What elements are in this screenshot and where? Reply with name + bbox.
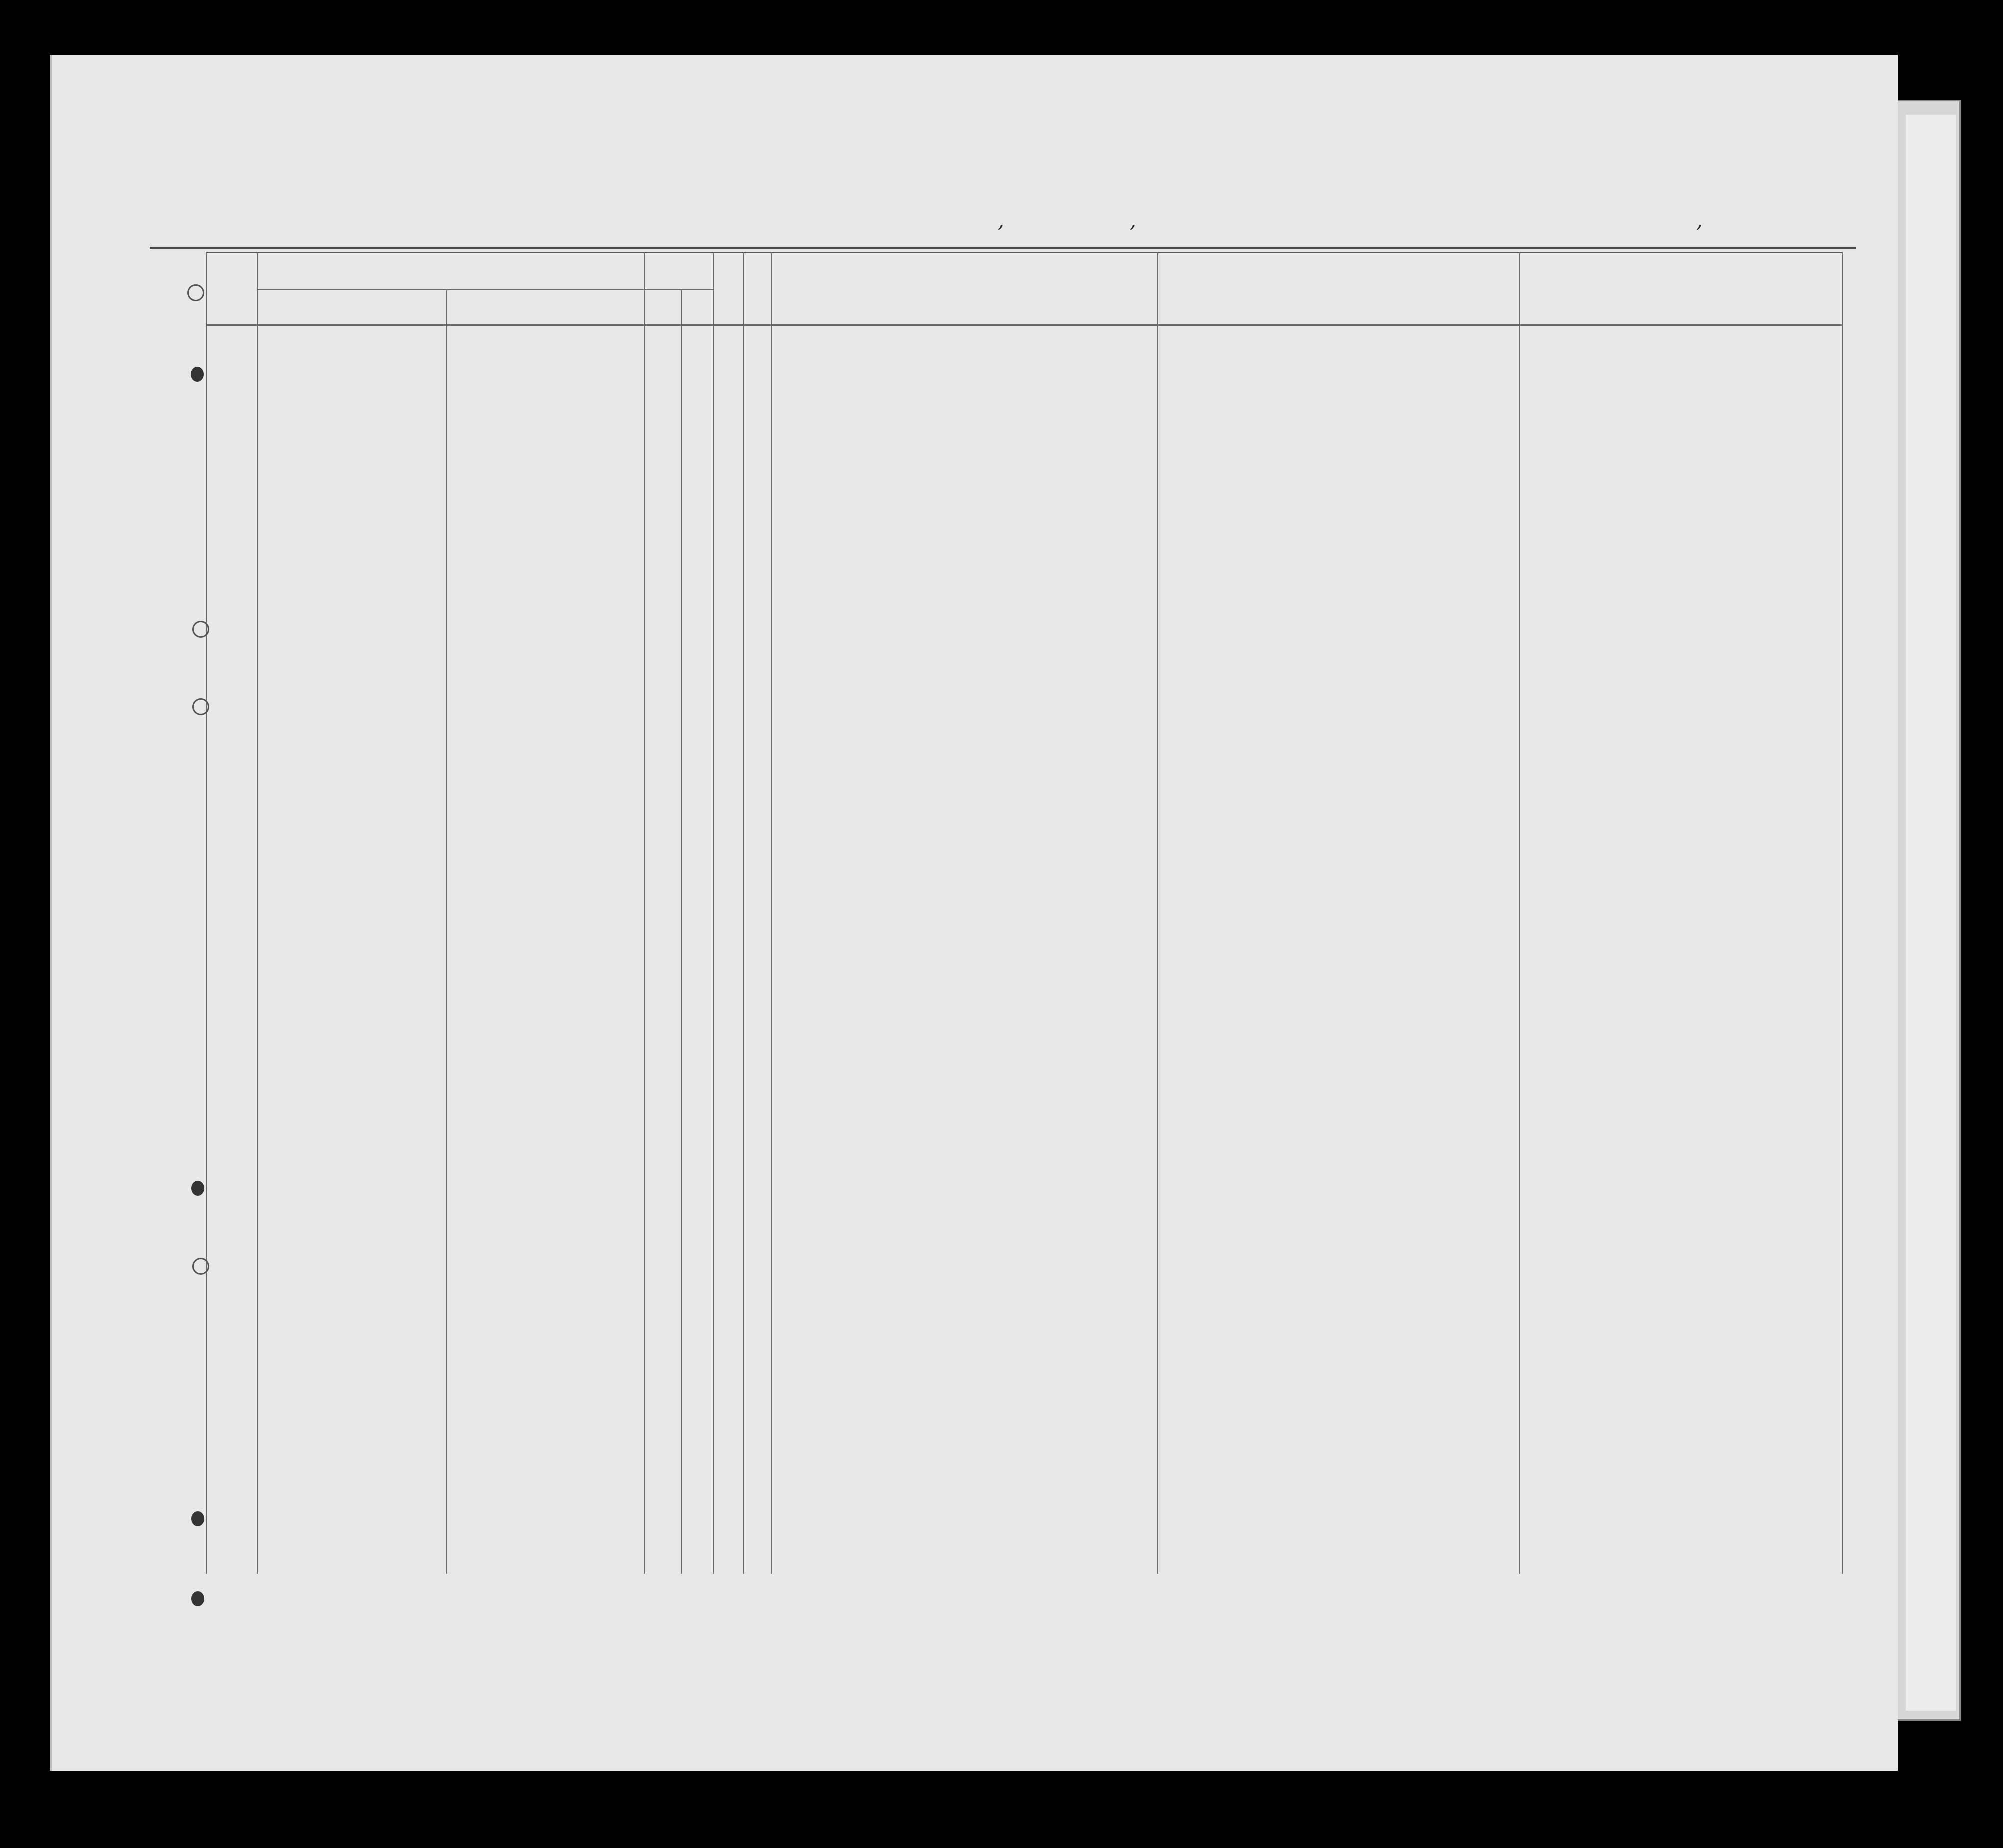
header-bottom-rule	[206, 324, 1842, 326]
voyage-line: , , ,	[150, 207, 1856, 249]
binder-hole	[192, 621, 209, 638]
manifest-table	[206, 252, 1842, 1575]
binder-hole	[191, 1511, 204, 1526]
binder-hole	[192, 698, 209, 715]
binder-hole	[191, 1181, 204, 1196]
binder-hole	[192, 1258, 209, 1275]
back-sheet-edge-2	[1906, 115, 1956, 1711]
binder-hole	[187, 284, 204, 301]
binder-hole	[191, 1591, 204, 1606]
binder-hole	[191, 367, 204, 382]
